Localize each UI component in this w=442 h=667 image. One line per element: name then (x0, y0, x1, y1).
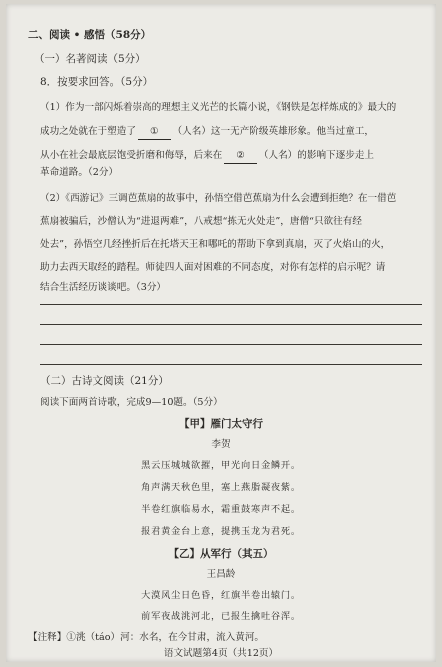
q8-2-line1: （2）《西游记》三调芭蕉扇的故事中，孙悟空借芭蕉扇为什么会遭到拒绝？在一借芭 (40, 193, 397, 204)
poem2-line-2: 前军夜战洮河北，已报生擒吐谷浑。 (141, 611, 301, 622)
answer-line-2[interactable] (40, 324, 422, 325)
poem1-line-3: 半卷红旗临易水，霜重鼓寒声不起。 (141, 504, 301, 515)
exam-page (6, 4, 436, 662)
q8-2-line5: 结合生活经历谈谈吧。（3分） (40, 282, 167, 293)
q8-1-line2-text-a: 成功之处就在于塑造了 (40, 126, 136, 137)
answer-line-1[interactable] (40, 304, 422, 305)
question-8: 8．按要求回答。（5分） (40, 76, 154, 88)
q8-2-line2: 蕉扇被骗后，沙僧认为“进退两难”，八戒想“拣无火处走”，唐僧“只欲往有经 (40, 216, 362, 227)
poem1-line-1: 黑云压城城欲摧，甲光向日金鳞开。 (141, 460, 301, 471)
page-footer: 语文试题第4页（共12页） (163, 648, 279, 659)
footnote: 【注释】①洮（táo）河：水名，在今甘肃，流入黄河。 (28, 632, 265, 643)
q8-2-line4: 助力去西天取经的踏程。师徒四人面对困难的不同态度，对你有怎样的启示呢？请 (40, 262, 386, 273)
q8-1-line4: 革命道路。（2分） (40, 167, 119, 178)
q8-1-line3-text-b: （人名）的影响下逐步走上 (258, 150, 375, 161)
q8-1-line2 (40, 125, 374, 140)
poem2-line-1: 大漠风尘日色昏，红旗半卷出辕门。 (141, 590, 301, 601)
poem1-author: 李贺 (211, 439, 231, 450)
answer-line-3[interactable] (40, 344, 422, 345)
q8-1-line3 (40, 149, 374, 164)
part2-heading: （二）古诗文阅读（21分） (40, 375, 169, 387)
poem1-line-4: 报君黄金台上意，提携玉龙为君死。 (141, 526, 301, 537)
q8-1-line3-text-a: 从小在社会最底层饱受折磨和侮辱，后来在 (40, 150, 223, 161)
q8-2-line3: 处去”，孙悟空几经挫折后在托塔天王和哪吒的帮助下拿到真扇，灭了火焰山的火， (40, 239, 391, 250)
poem2-author: 王昌龄 (206, 569, 236, 580)
poem1-line-2: 角声满天秋色里，塞上燕脂凝夜紫。 (141, 482, 301, 493)
answer-blank-2[interactable]: ② (224, 149, 257, 164)
q8-1-line1: （1）作为一部闪烁着崇高的理想主义光芒的长篇小说，《钢铁是怎样炼成的》最大的 (40, 102, 397, 113)
q8-1-line2-text-b: （人名）这一无产阶级英雄形象。他当过童工， (172, 126, 375, 137)
part2-instruction: 阅读下面两首诗歌，完成9—10题。（5分） (40, 397, 223, 408)
answer-line-4[interactable] (40, 364, 422, 365)
poem2-title: 【乙】从军行（其五） (168, 548, 274, 560)
answer-blank-1[interactable]: ① (138, 125, 171, 140)
poem1-title: 【甲】雁门太守行 (179, 418, 263, 430)
part1-heading: （一）名著阅读（5分） (34, 53, 146, 65)
section-heading: 二、阅读 • 感悟（58分） (28, 29, 152, 41)
